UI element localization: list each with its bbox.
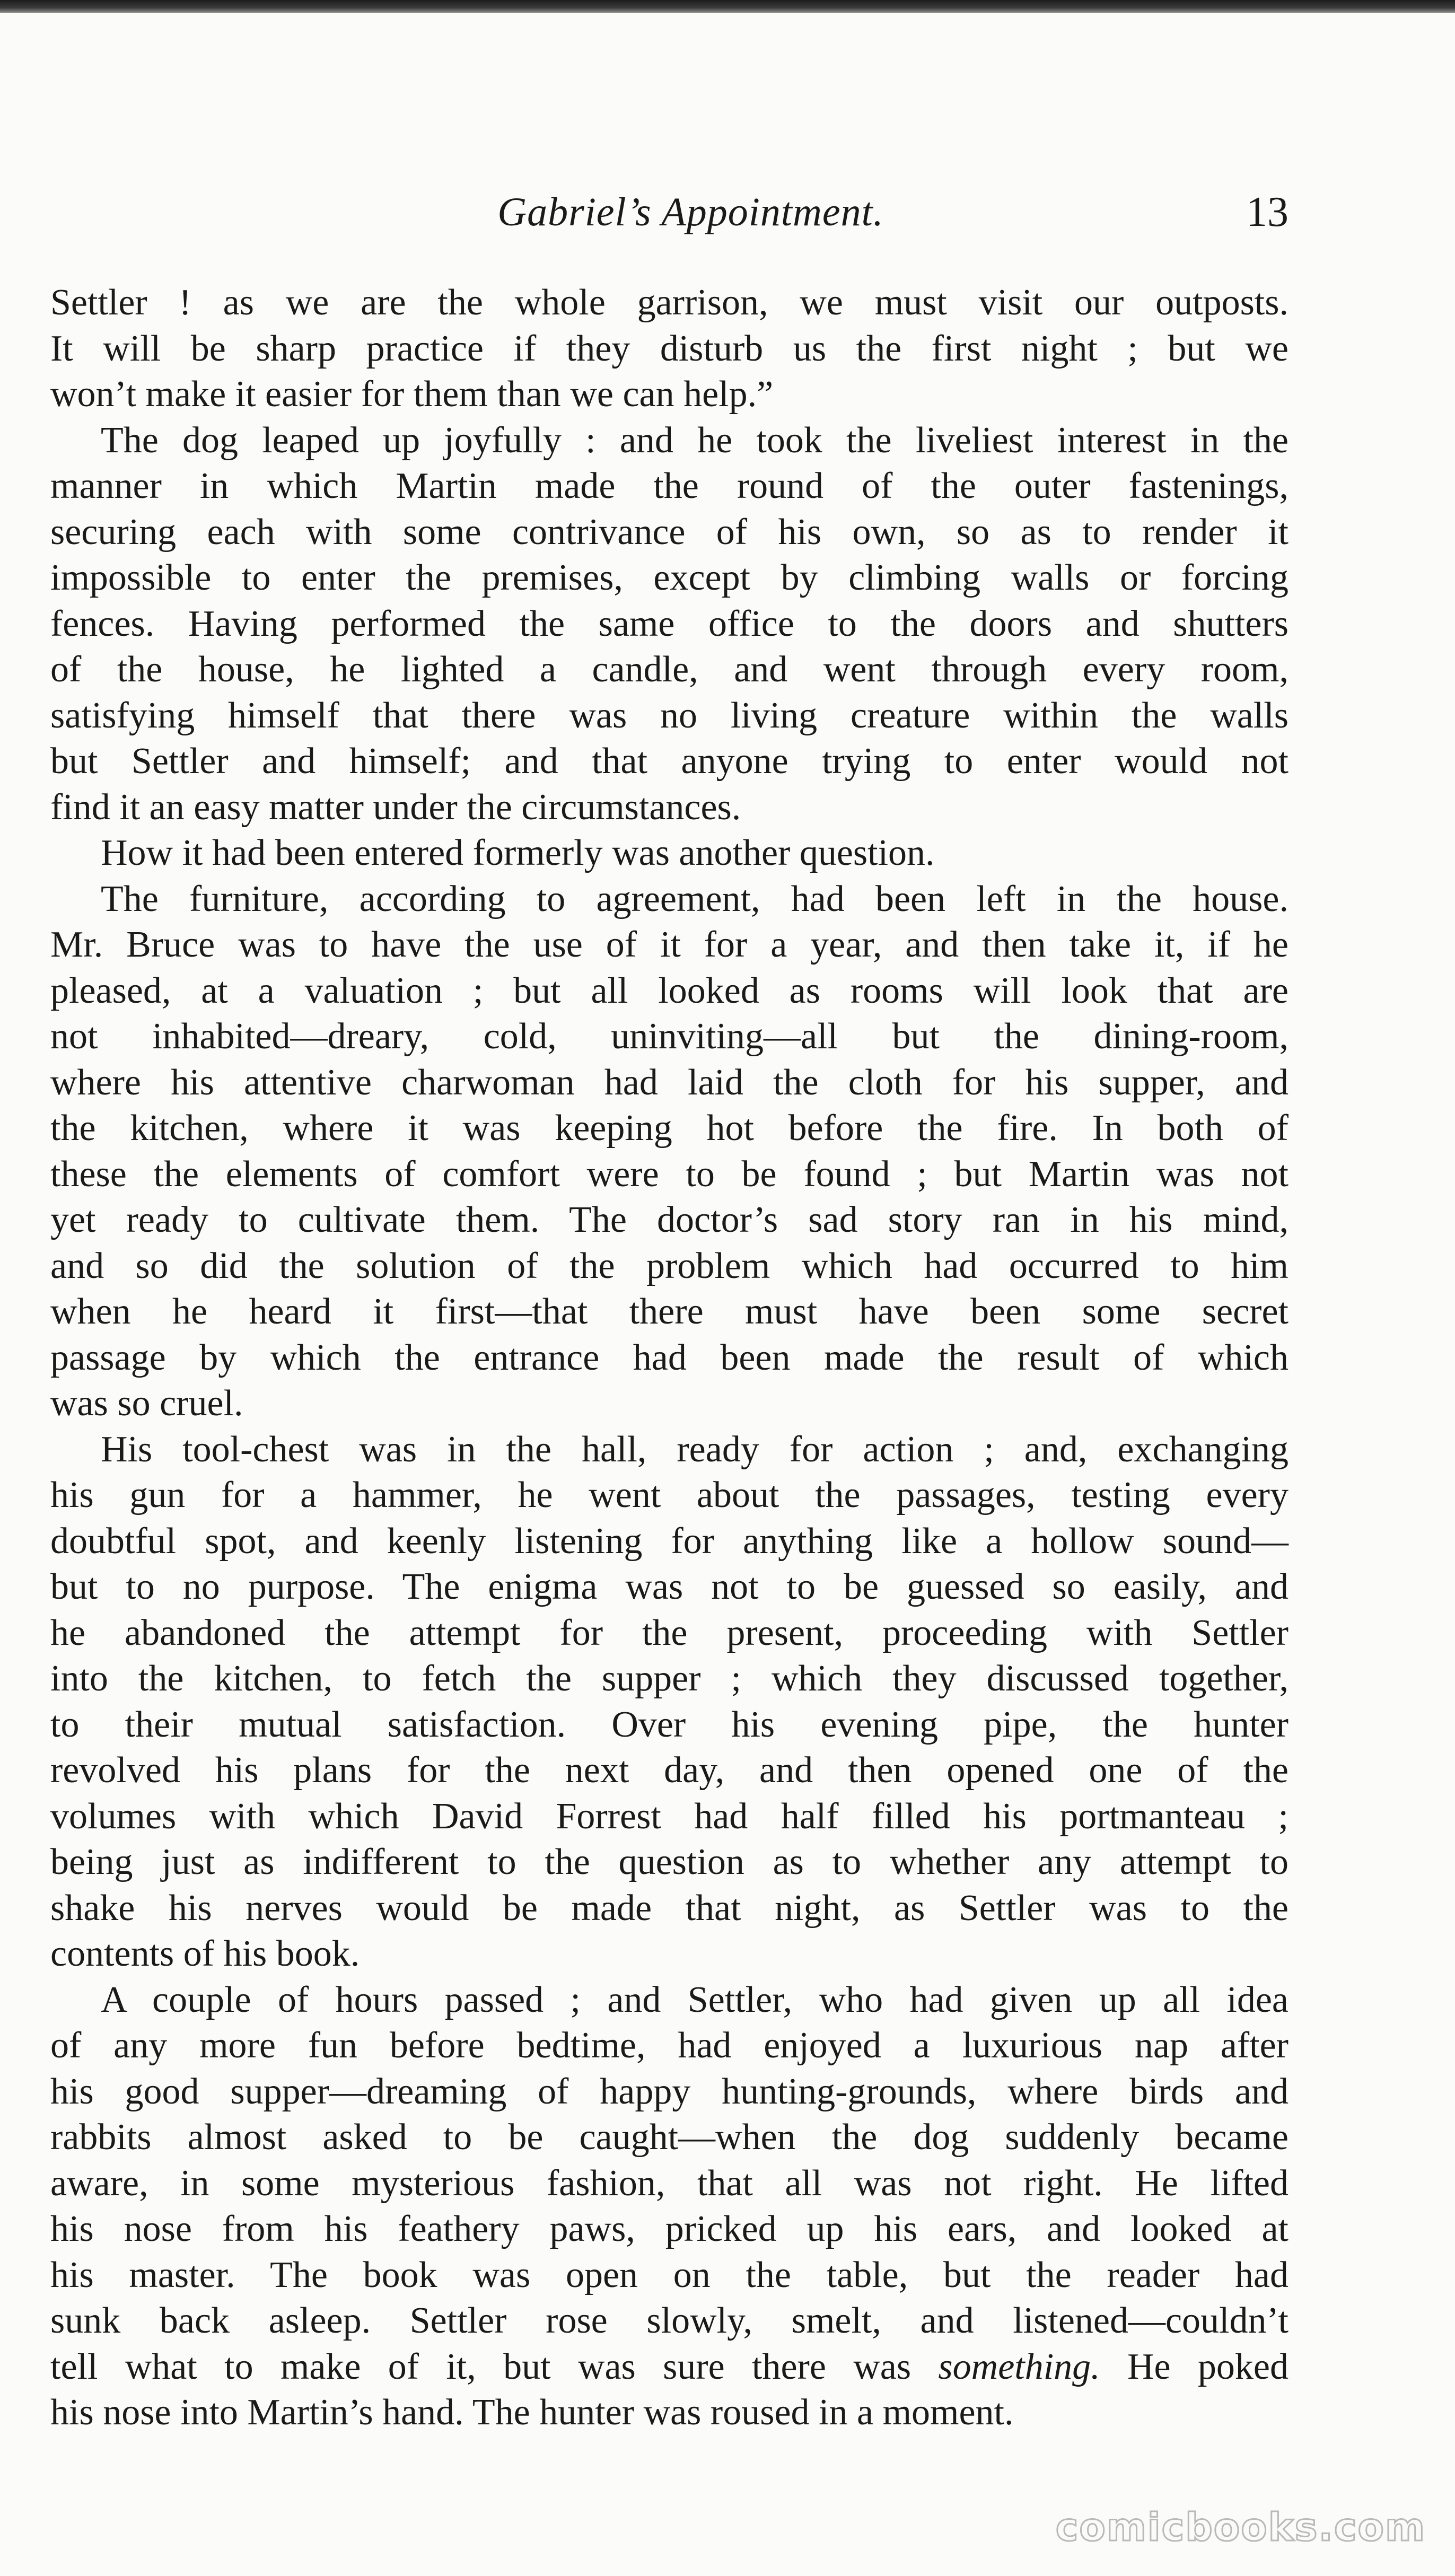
text-line: How it had been entered formerly was another question. (101, 833, 935, 873)
text-line: pleased, at a valuation ; but all looked as rooms will look that are (50, 970, 1289, 1011)
text-line: being just as indifferent to the question as to whether any attempt to (50, 1842, 1289, 1882)
text-line: His tool-chest was in the hall, ready for action ; and, exchanging (101, 1429, 1289, 1470)
text-line: It will be sharp practice if they disturb us the first night ; but we (50, 328, 1289, 369)
text-line: his nose from his feathery paws, pricked up his ears, and looked at (50, 2209, 1289, 2249)
text-line: satisfying himself that there was no living creature within the walls (50, 695, 1289, 736)
text-line: these the elements of comfort were to be found ; but Martin was not (50, 1153, 1289, 1195)
text-line: contents of his book. (50, 1933, 360, 1974)
text-line: aware, in some mysterious fashion, that all was not right. He lifted (50, 2162, 1289, 2204)
text-line: not inhabited—dreary, cold, uninviting—all but the dining-room, (50, 1016, 1289, 1057)
page-header (50, 183, 1289, 241)
text-line: his good supper—dreaming of happy hunting-grounds, where birds and (50, 2071, 1289, 2112)
text-line: The dog leaped up joyfully : and he took the liveliest interest in the (101, 419, 1289, 461)
page-top-edge (0, 0, 1455, 13)
text-line: the kitchen, where it was keeping hot before the fire. In both of (50, 1108, 1289, 1149)
text-line: shake his nerves would be made that night, as Settler was to the (50, 1887, 1289, 1929)
text-line: doubtful spot, and keenly listening for anything like a hollow sound— (50, 1520, 1289, 1562)
italic-word: something. (938, 2346, 1100, 2387)
text-line: impossible to enter the premises, except by climbing walls or forcing (50, 557, 1289, 598)
text-line: won’t make it easier for them than we can help.” (50, 374, 774, 415)
text-line: was so cruel. (50, 1383, 243, 1424)
text-line: The furniture, according to agreement, had been left in the house. (101, 878, 1289, 919)
text-line: and so did the solution of the problem which had occurred to him (50, 1245, 1289, 1286)
text-line: find it an easy matter under the circumstances. (50, 786, 741, 828)
text-line: passage by which the entrance had been made the result of which (50, 1337, 1289, 1378)
text-line: A couple of hours passed ; and Settler, who had given up all idea (101, 1979, 1289, 2020)
text-line: sunk back asleep. Settler rose slowly, smelt, and listened—couldn’t (50, 2300, 1289, 2341)
text-line: Settler ! as we are the whole garrison, we must visit our outposts. (50, 282, 1289, 323)
text-line: his nose into Martin’s hand. The hunter was roused in a moment. (50, 2392, 1014, 2433)
page-number: 13 (1246, 189, 1289, 235)
text-line: volumes with which David Forrest had half filled his portmanteau ; (50, 1795, 1289, 1837)
text-line: manner in which Martin made the round of the outer fastenings, (50, 466, 1289, 506)
text-line: Mr. Bruce was to have the use of it for a year, and then take it, if he (50, 924, 1289, 965)
text-line: he abandoned the attempt for the present, proceeding with Settler (50, 1612, 1289, 1653)
text-line: his gun for a hammer, he went about the passages, testing every (50, 1475, 1289, 1515)
text-line: of the house, he lighted a candle, and went through every room, (50, 649, 1289, 690)
text-line: to their mutual satisfaction. Over his evening pipe, the hunter (50, 1704, 1289, 1745)
text-line: but Settler and himself; and that anyone trying to enter would not (50, 741, 1289, 782)
text-line: fences. Having performed the same office to the doors and shutters (50, 603, 1289, 644)
text-line: rabbits almost asked to be caught—when the dog suddenly became (50, 2117, 1289, 2158)
text-line: his master. The book was open on the table, but the reader had (50, 2254, 1289, 2295)
text-line: into the kitchen, to fetch the supper ; which they discussed together, (50, 1658, 1289, 1699)
text-segment: tell what to make of it, but was sure there was (50, 2346, 939, 2387)
text-line: where his attentive charwoman had laid the cloth for his supper, and (50, 1062, 1289, 1103)
text-line (50, 2344, 1289, 2390)
text-line: securing each with some contrivance of his own, so as to render it (50, 511, 1289, 553)
text-line: revolved his plans for the next day, and then opened one of the (50, 1750, 1289, 1791)
watermark: comicbooks.com (1055, 2505, 1426, 2549)
text-line: when he heard it first—that there must have been some secret (50, 1291, 1289, 1332)
body-text (50, 280, 1289, 2436)
text-line: but to no purpose. The enigma was not to be guessed so easily, and (50, 1566, 1289, 1607)
text-segment: He poked (1100, 2346, 1289, 2387)
text-line: yet ready to cultivate them. The doctor’s sad story ran in his mind, (50, 1199, 1289, 1240)
running-title: Gabriel’s Appointment. (497, 190, 884, 234)
text-line: of any more fun before bedtime, had enjoyed a luxurious nap after (50, 2025, 1289, 2066)
